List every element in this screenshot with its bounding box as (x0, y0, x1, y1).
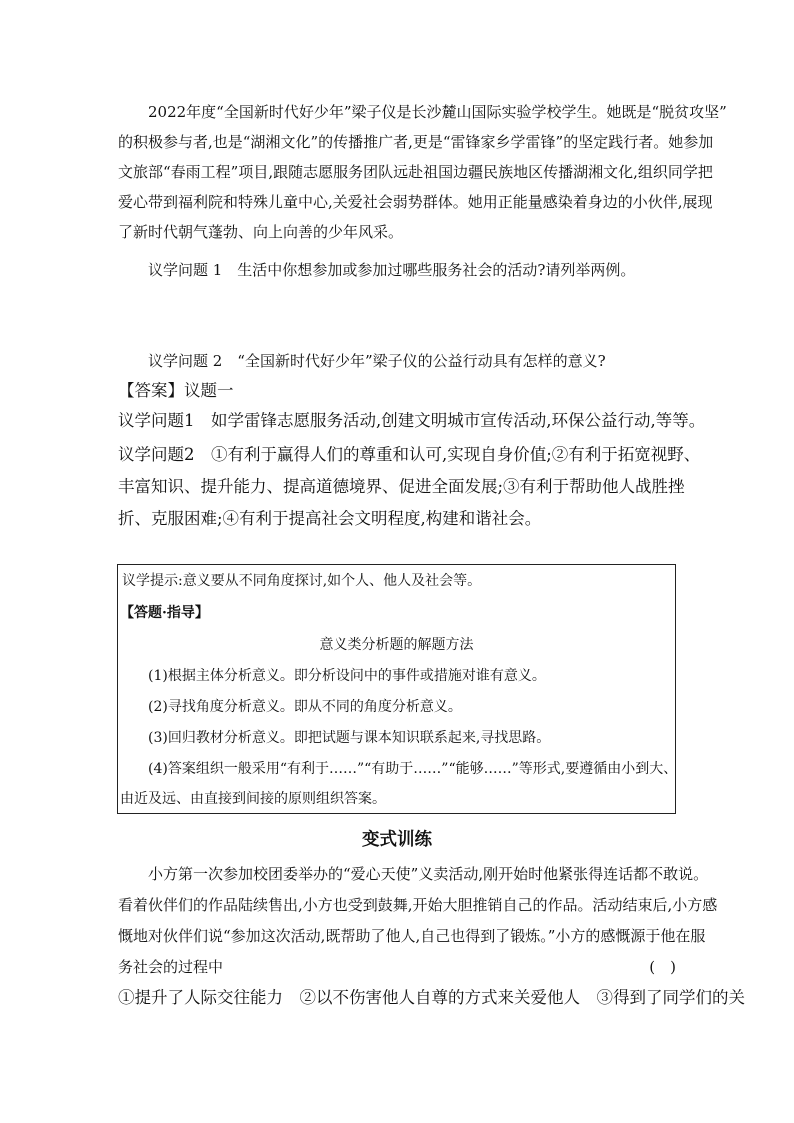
exercise-line-2: 看着伙伴们的作品陆续售出,小方也受到鼓舞,开始大胆推销自己的作品。活动结束后,小方感 (118, 896, 718, 914)
method-item-4: (4)答案组织一般采用“有利于……”“有助于……”“能够……”等形式,要遵循由小到大、 (148, 761, 678, 777)
intro-line-5: 了新时代朝气蓬勃、向上向善的少年风采。 (118, 223, 404, 241)
answer-2-line-3: 折、克服困难;④有利于提高社会文明程度,构建和谐社会。 (118, 509, 542, 528)
method-item-1: (1)根据主体分析意义。即分析设问中的事件或措施对谁有意义。 (148, 668, 546, 684)
exercise-line-1: 小方第一次参加校团委举办的“爱心天使”义卖活动,刚开始时他紧张得连话都不敢说。 (148, 865, 709, 883)
exercise-options: ①提升了人际交往能力 ②以不伤害他人自尊的方式来关爱他人 ③得到了同学们的关 (118, 988, 745, 1007)
tip-hint: 议学提示:意义要从不同角度探讨,如个人、他人及社会等。 (122, 573, 482, 589)
method-item-4-cont: 由近及远、由直接到间接的原则组织答案。 (120, 791, 386, 807)
answer-2-line-1: 议学问题2 ①有利于赢得人们的尊重和认可,实现自身价值;②有利于拓宽视野、 (118, 445, 701, 464)
answer-blank: ( ) (649, 958, 676, 976)
question-2: 议学问题 2 “全国新时代好少年”梁子仪的公益行动具有怎样的意义? (148, 352, 606, 370)
intro-line-4: 爱心带到福利院和特殊儿童中心,关爱社会弱势群体。她用正能量感染着身边的小伙伴,展现 (118, 193, 713, 211)
method-title: 意义类分析题的解题方法 (319, 637, 474, 653)
method-item-3: (3)回归教材分析意义。即把试题与课本知识联系起来,寻找思路。 (148, 730, 551, 746)
exercise-line-4: 务社会的过程中 (118, 958, 224, 976)
intro-line-2: 的积极参与者,也是“湖湘文化”的传播推广者,更是“雷锋家乡学雷锋”的坚定践行者。她参加 (118, 133, 714, 151)
answer-2-line-2: 丰富知识、提升能力、提高道德境界、促进全面发展;③有利于帮助他人战胜挫 (118, 477, 685, 496)
answer-1: 议学问题1 如学雷锋志愿服务活动,创建文明城市宣传活动,环保公益行动,等等。 (118, 411, 706, 430)
section-title: 变式训练 (362, 830, 432, 850)
method-item-2: (2)寻找角度分析意义。即从不同的角度分析意义。 (148, 699, 462, 715)
question-1: 议学问题 1 生活中你想参加或参加过哪些服务社会的活动?请列举两例。 (148, 261, 636, 279)
intro-line-3: 文旅部“春雨工程”项目,跟随志愿服务团队远赴祖国边疆民族地区传播湖湘文化,组织同学把 (118, 163, 713, 181)
guide-header: 【答题·指导】 (120, 605, 209, 621)
intro-line-1: 2022年度“全国新时代好少年”梁子仪是长沙麓山国际实验学校学生。她既是“脱贫攻坚” (148, 103, 727, 121)
tip-box (117, 564, 676, 814)
answer-header: 【答案】议题一 (118, 381, 234, 400)
exercise-line-3: 慨地对伙伴们说“参加这次活动,既帮助了他人,自己也得到了锻炼。”小方的感慨源于他在服 (118, 927, 706, 945)
